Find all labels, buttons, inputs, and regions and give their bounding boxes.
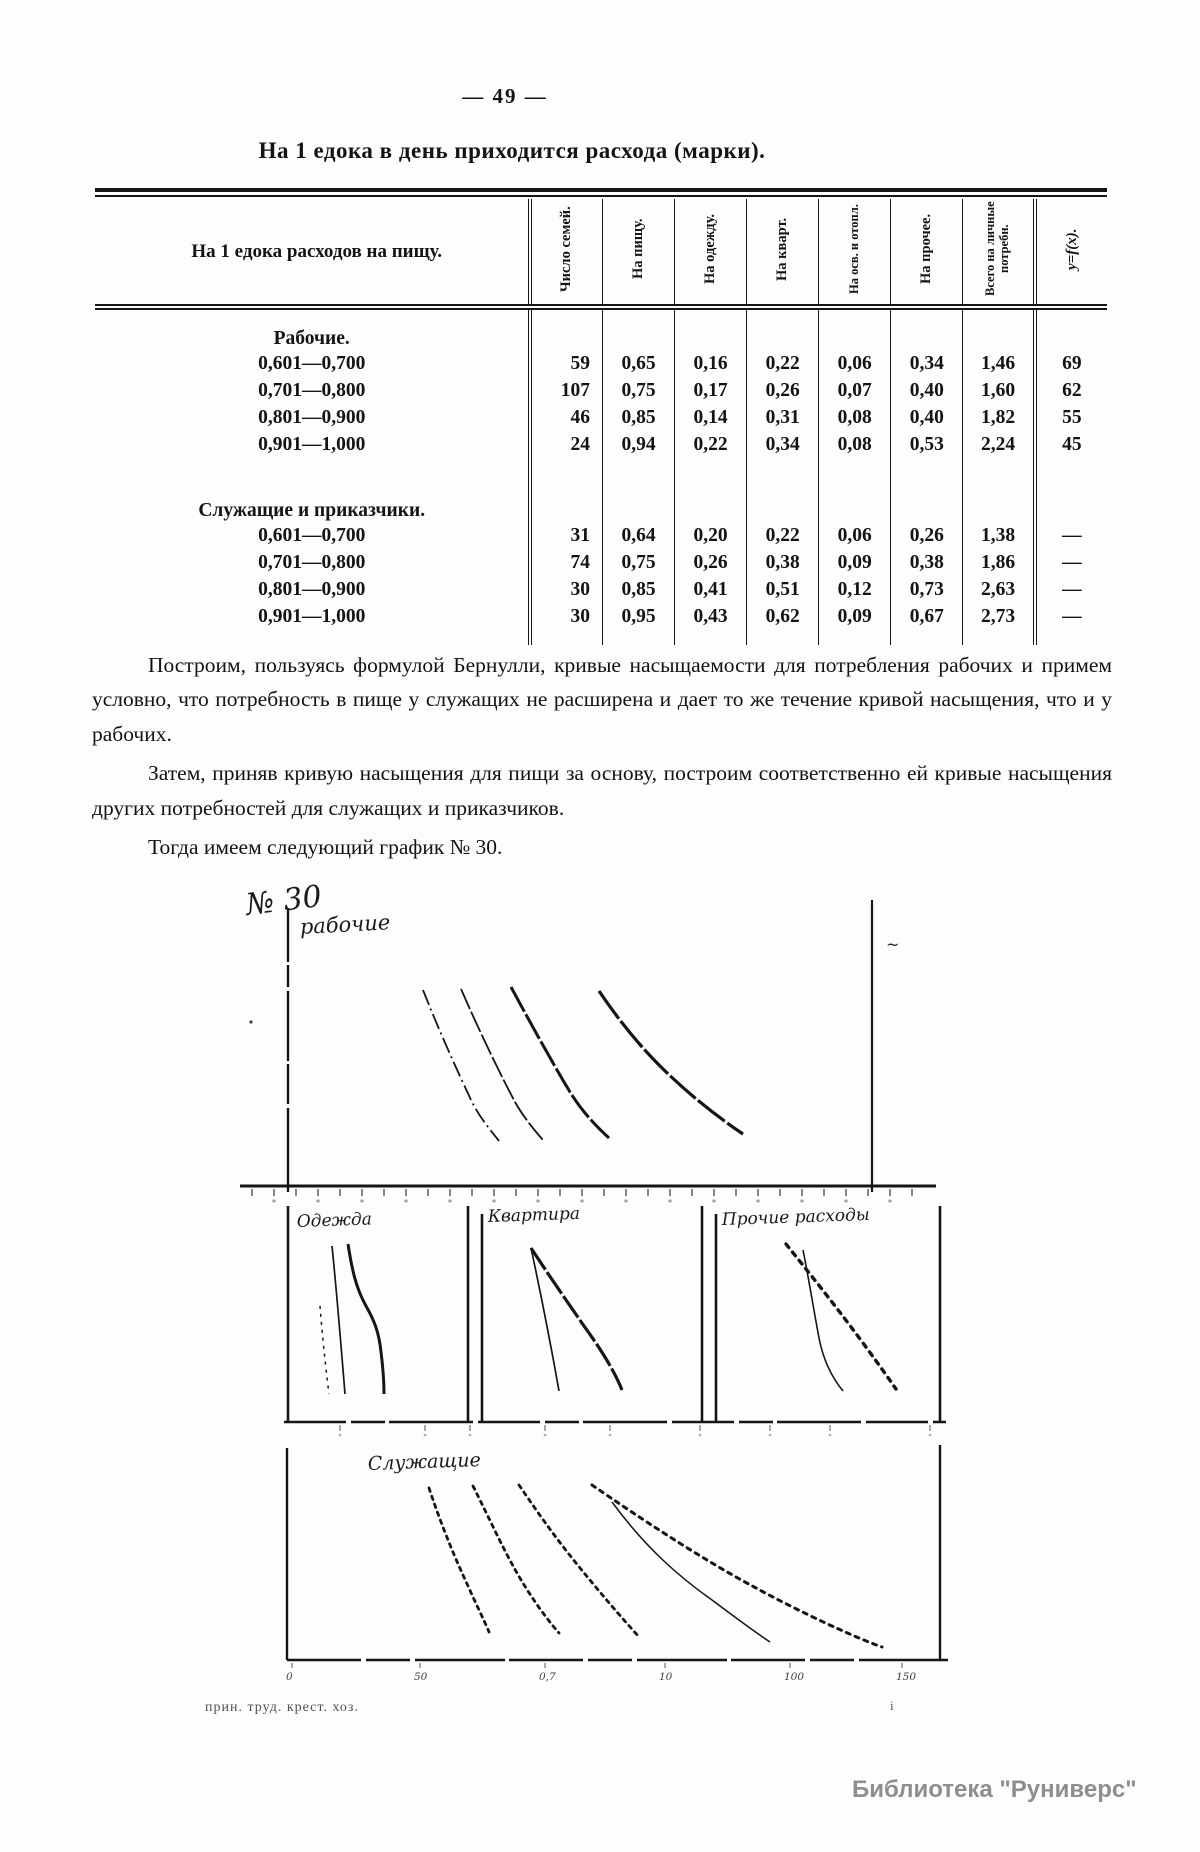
value-cell: 0,40	[891, 377, 963, 404]
range-cell: 0,901—1,000	[258, 433, 366, 455]
value-cell: 2,63	[963, 576, 1035, 603]
glabel-cell: Рабочие.	[273, 328, 350, 349]
axis-tick-smudge	[580, 1199, 583, 1202]
column-header: На кварт.	[747, 199, 819, 307]
axis-tick-smudge	[800, 1199, 803, 1202]
empty-cell	[530, 458, 602, 522]
value-cell: 0,64	[602, 522, 674, 549]
axis-tick-label: 0,7	[539, 1671, 556, 1683]
value-cell: 55	[1035, 404, 1107, 431]
axis-tick-label: 100	[784, 1671, 805, 1683]
table-top-rule-thin	[95, 195, 1107, 197]
axis-tick-smudge	[624, 1199, 627, 1202]
figure-number-label: № 30	[243, 878, 324, 923]
empty-cell	[963, 307, 1035, 350]
value-cell: 0,06	[819, 522, 891, 549]
value-cell: 0,67	[891, 603, 963, 630]
column-header: На осв. и отопл.	[819, 199, 891, 307]
empty-cell	[747, 307, 819, 350]
range-cell: 0,701—0,800	[258, 379, 366, 401]
value-cell: 74	[530, 549, 602, 576]
value-cell: 45	[1035, 431, 1107, 458]
employees-chart	[286, 1445, 948, 1683]
group-label-row	[95, 458, 1107, 522]
value-cell: 0,08	[819, 404, 891, 431]
axis-tick-smudge	[668, 1199, 671, 1202]
axis-tick-smudge	[699, 1434, 702, 1437]
value-cell: 0,40	[891, 404, 963, 431]
panel-label-other: Прочие расходы	[721, 1204, 871, 1230]
clothing-curve-thick	[348, 1244, 384, 1394]
empty-cell	[747, 458, 819, 522]
employees-curve-2	[473, 1486, 559, 1633]
value-cell: —	[1035, 549, 1107, 576]
group-label-row	[95, 307, 1107, 350]
empty-cell	[602, 307, 674, 350]
axis-tick-smudge	[756, 1199, 759, 1202]
value-cell: 0,26	[747, 377, 819, 404]
axis-tick-smudge	[844, 1199, 847, 1202]
clothing-curve-dotted	[320, 1306, 329, 1394]
value-cell: 62	[1035, 377, 1107, 404]
value-cell: 0,14	[675, 404, 747, 431]
axis-tick-smudge	[609, 1434, 612, 1437]
column-header: На одежду.	[675, 199, 747, 307]
empty-cell	[819, 458, 891, 522]
table-row	[95, 603, 1107, 630]
empty-cell	[1035, 630, 1107, 645]
axis-tick-smudge	[448, 1199, 451, 1202]
axis-tick-smudge	[888, 1199, 891, 1202]
axis-tick-smudge	[769, 1434, 772, 1437]
value-cell: 31	[530, 522, 602, 549]
page-number: — 49 —	[462, 84, 548, 108]
employees-curve-1	[429, 1488, 489, 1632]
table-row	[95, 576, 1107, 603]
empty-cell	[819, 630, 891, 645]
value-cell: 1,82	[963, 404, 1035, 431]
value-cell: 0,26	[891, 522, 963, 549]
axis-tick-smudge	[544, 1434, 547, 1437]
watermark: Библиотека "Руниверс"	[852, 1776, 1137, 1803]
table-row	[95, 549, 1107, 576]
paragraph: Тогда имеем следующий график № 30.	[148, 834, 503, 859]
table-row	[95, 522, 1107, 549]
value-cell: 0,95	[602, 603, 674, 630]
axis-tick-label: 150	[896, 1671, 917, 1683]
footer-note: прин. труд. крест. хоз.	[205, 1700, 359, 1715]
value-cell: 2,73	[963, 603, 1035, 630]
axis-tick-smudge	[272, 1199, 275, 1202]
paragraph: Построим, пользуясь формулой Бернулли, кривые насыщаемости для потребления рабочих и примем условно, что потребность в пище у служащих не расширена и дает то же течение кривой насыщения, что и у рабочих.	[92, 653, 1112, 746]
top-axis-ticks	[252, 1189, 912, 1203]
axis-tick-label: 50	[414, 1671, 428, 1683]
value-cell: 24	[530, 431, 602, 458]
other-curve-dotted	[786, 1244, 896, 1389]
axis-tick-smudge	[492, 1199, 495, 1202]
value-cell: 107	[530, 377, 602, 404]
value-cell: 30	[530, 603, 602, 630]
body-text	[92, 648, 1112, 869]
value-cell: 0,26	[675, 549, 747, 576]
value-cell: 0,31	[747, 404, 819, 431]
empty-cell	[675, 307, 747, 350]
value-cell: 0,22	[747, 522, 819, 549]
saturation-curve-food-1	[423, 990, 499, 1141]
value-cell: 59	[530, 350, 602, 377]
value-cell: 0,17	[675, 377, 747, 404]
saturation-curve-food-3	[511, 987, 609, 1138]
table-row	[95, 350, 1107, 377]
table-row	[95, 431, 1107, 458]
value-cell: —	[1035, 522, 1107, 549]
empty-cell	[963, 458, 1035, 522]
column-header: y=f(x).	[1035, 199, 1107, 307]
value-cell: 1,38	[963, 522, 1035, 549]
value-cell: 0,07	[819, 377, 891, 404]
saturation-curve-food-4	[599, 991, 743, 1134]
paragraph: Затем, приняв кривую насыщения для пищи за основу, построим соответственно ей кривые насыщения других потребностей для служащих и приказчиков.	[92, 761, 1112, 820]
workers-chart	[240, 879, 936, 1203]
axis-tick-smudge	[360, 1199, 363, 1202]
row-header: На 1 едока расходов на пищу.	[95, 199, 530, 307]
table-row	[95, 404, 1107, 431]
value-cell: 0,22	[675, 431, 747, 458]
value-cell: 0,08	[819, 431, 891, 458]
axis-tick-smudge	[316, 1199, 319, 1202]
value-cell: 0,38	[891, 549, 963, 576]
axis-dot	[249, 1020, 252, 1023]
value-cell: 0,53	[891, 431, 963, 458]
expense-table	[95, 188, 1107, 645]
expense-table-grid	[95, 199, 1107, 645]
value-cell: 0,09	[819, 603, 891, 630]
value-cell: 0,43	[675, 603, 747, 630]
axis-tick-smudge	[404, 1199, 407, 1202]
value-cell: 0,75	[602, 549, 674, 576]
spacer-row	[95, 630, 1107, 645]
range-cell: 0,601—0,700	[258, 352, 366, 374]
glabel-cell: Служащие и приказчики.	[198, 500, 426, 521]
figure-graph-30	[0, 870, 1200, 1700]
value-cell: 0,22	[747, 350, 819, 377]
cell	[95, 630, 530, 645]
axis-tick-smudge	[829, 1434, 832, 1437]
value-cell: 0,51	[747, 576, 819, 603]
empty-cell	[1035, 458, 1107, 522]
panel-label-housing: Квартира	[487, 1203, 581, 1227]
axis-tick-smudge	[929, 1434, 932, 1437]
value-cell: 0,16	[675, 350, 747, 377]
column-header: На пищу.	[602, 199, 674, 307]
saturation-curve-food-2	[461, 989, 543, 1140]
empty-cell	[891, 458, 963, 522]
empty-cell	[891, 630, 963, 645]
value-cell: 0,06	[819, 350, 891, 377]
axis-tick-label: 10	[659, 1671, 673, 1683]
column-header: Всего на личные потребн.	[963, 199, 1035, 307]
empty-cell	[819, 307, 891, 350]
table-row	[95, 377, 1107, 404]
axis-tick-label: 0	[286, 1671, 293, 1683]
empty-cell	[747, 630, 819, 645]
axis-tick-smudge	[712, 1199, 715, 1202]
value-cell: 1,60	[963, 377, 1035, 404]
employees-curve-3	[519, 1485, 640, 1638]
table-top-rule	[95, 188, 1107, 192]
range-cell: 0,901—1,000	[258, 605, 366, 627]
value-cell: 0,75	[602, 377, 674, 404]
value-cell: 1,46	[963, 350, 1035, 377]
value-cell: 69	[1035, 350, 1107, 377]
empty-cell	[602, 458, 674, 522]
clothing-curve-thin	[332, 1246, 345, 1394]
value-cell: 0,20	[675, 522, 747, 549]
middle-panels	[284, 1204, 946, 1437]
empty-cell	[891, 307, 963, 350]
value-cell: 2,24	[963, 431, 1035, 458]
value-cell: 0,94	[602, 431, 674, 458]
range-cell: 0,801—0,900	[258, 578, 366, 600]
range-cell: 0,601—0,700	[258, 524, 366, 546]
page-title: На 1 едока в день приходится расхода (марки).	[258, 138, 766, 163]
empty-cell	[675, 630, 747, 645]
column-header: На прочее.	[891, 199, 963, 307]
value-cell: 46	[530, 404, 602, 431]
mid-axis-ticks	[339, 1425, 932, 1436]
bottom-axis-ticks	[286, 1663, 916, 1683]
value-cell: 0,34	[891, 350, 963, 377]
empty-cell	[602, 630, 674, 645]
axis-tick-smudge	[424, 1434, 427, 1437]
empty-cell	[963, 630, 1035, 645]
column-header: Число семей.	[530, 199, 602, 307]
table-header-row	[95, 199, 1107, 307]
table-body	[95, 307, 1107, 645]
value-cell: 0,09	[819, 549, 891, 576]
value-cell: 0,12	[819, 576, 891, 603]
value-cell: 0,65	[602, 350, 674, 377]
value-cell: 0,34	[747, 431, 819, 458]
value-cell: 0,85	[602, 404, 674, 431]
workers-chart-label: рабочие	[299, 910, 391, 939]
value-cell: 30	[530, 576, 602, 603]
panel-label-clothing: Одежда	[296, 1209, 373, 1232]
empty-cell	[530, 307, 602, 350]
employees-curve-4	[592, 1485, 882, 1647]
axis-tick-smudge	[339, 1434, 342, 1437]
value-cell: 0,73	[891, 576, 963, 603]
signature-mark: i	[890, 1698, 894, 1713]
value-cell: 0,38	[747, 549, 819, 576]
housing-curve-thick	[531, 1248, 622, 1390]
axis-tick-smudge	[469, 1434, 472, 1437]
employees-curve-thin	[612, 1502, 770, 1642]
empty-cell	[1035, 307, 1107, 350]
value-cell: 1,86	[963, 549, 1035, 576]
value-cell: 0,62	[747, 603, 819, 630]
value-cell: —	[1035, 576, 1107, 603]
value-cell: 0,41	[675, 576, 747, 603]
value-cell: —	[1035, 603, 1107, 630]
axis-tick-smudge	[536, 1199, 539, 1202]
range-cell: 0,701—0,800	[258, 551, 366, 573]
empty-cell	[530, 630, 602, 645]
margin-mark: ~	[886, 935, 900, 954]
empty-cell	[675, 458, 747, 522]
employees-chart-label: Служащие	[367, 1449, 482, 1475]
value-cell: 0,85	[602, 576, 674, 603]
range-cell: 0,801—0,900	[258, 406, 366, 428]
